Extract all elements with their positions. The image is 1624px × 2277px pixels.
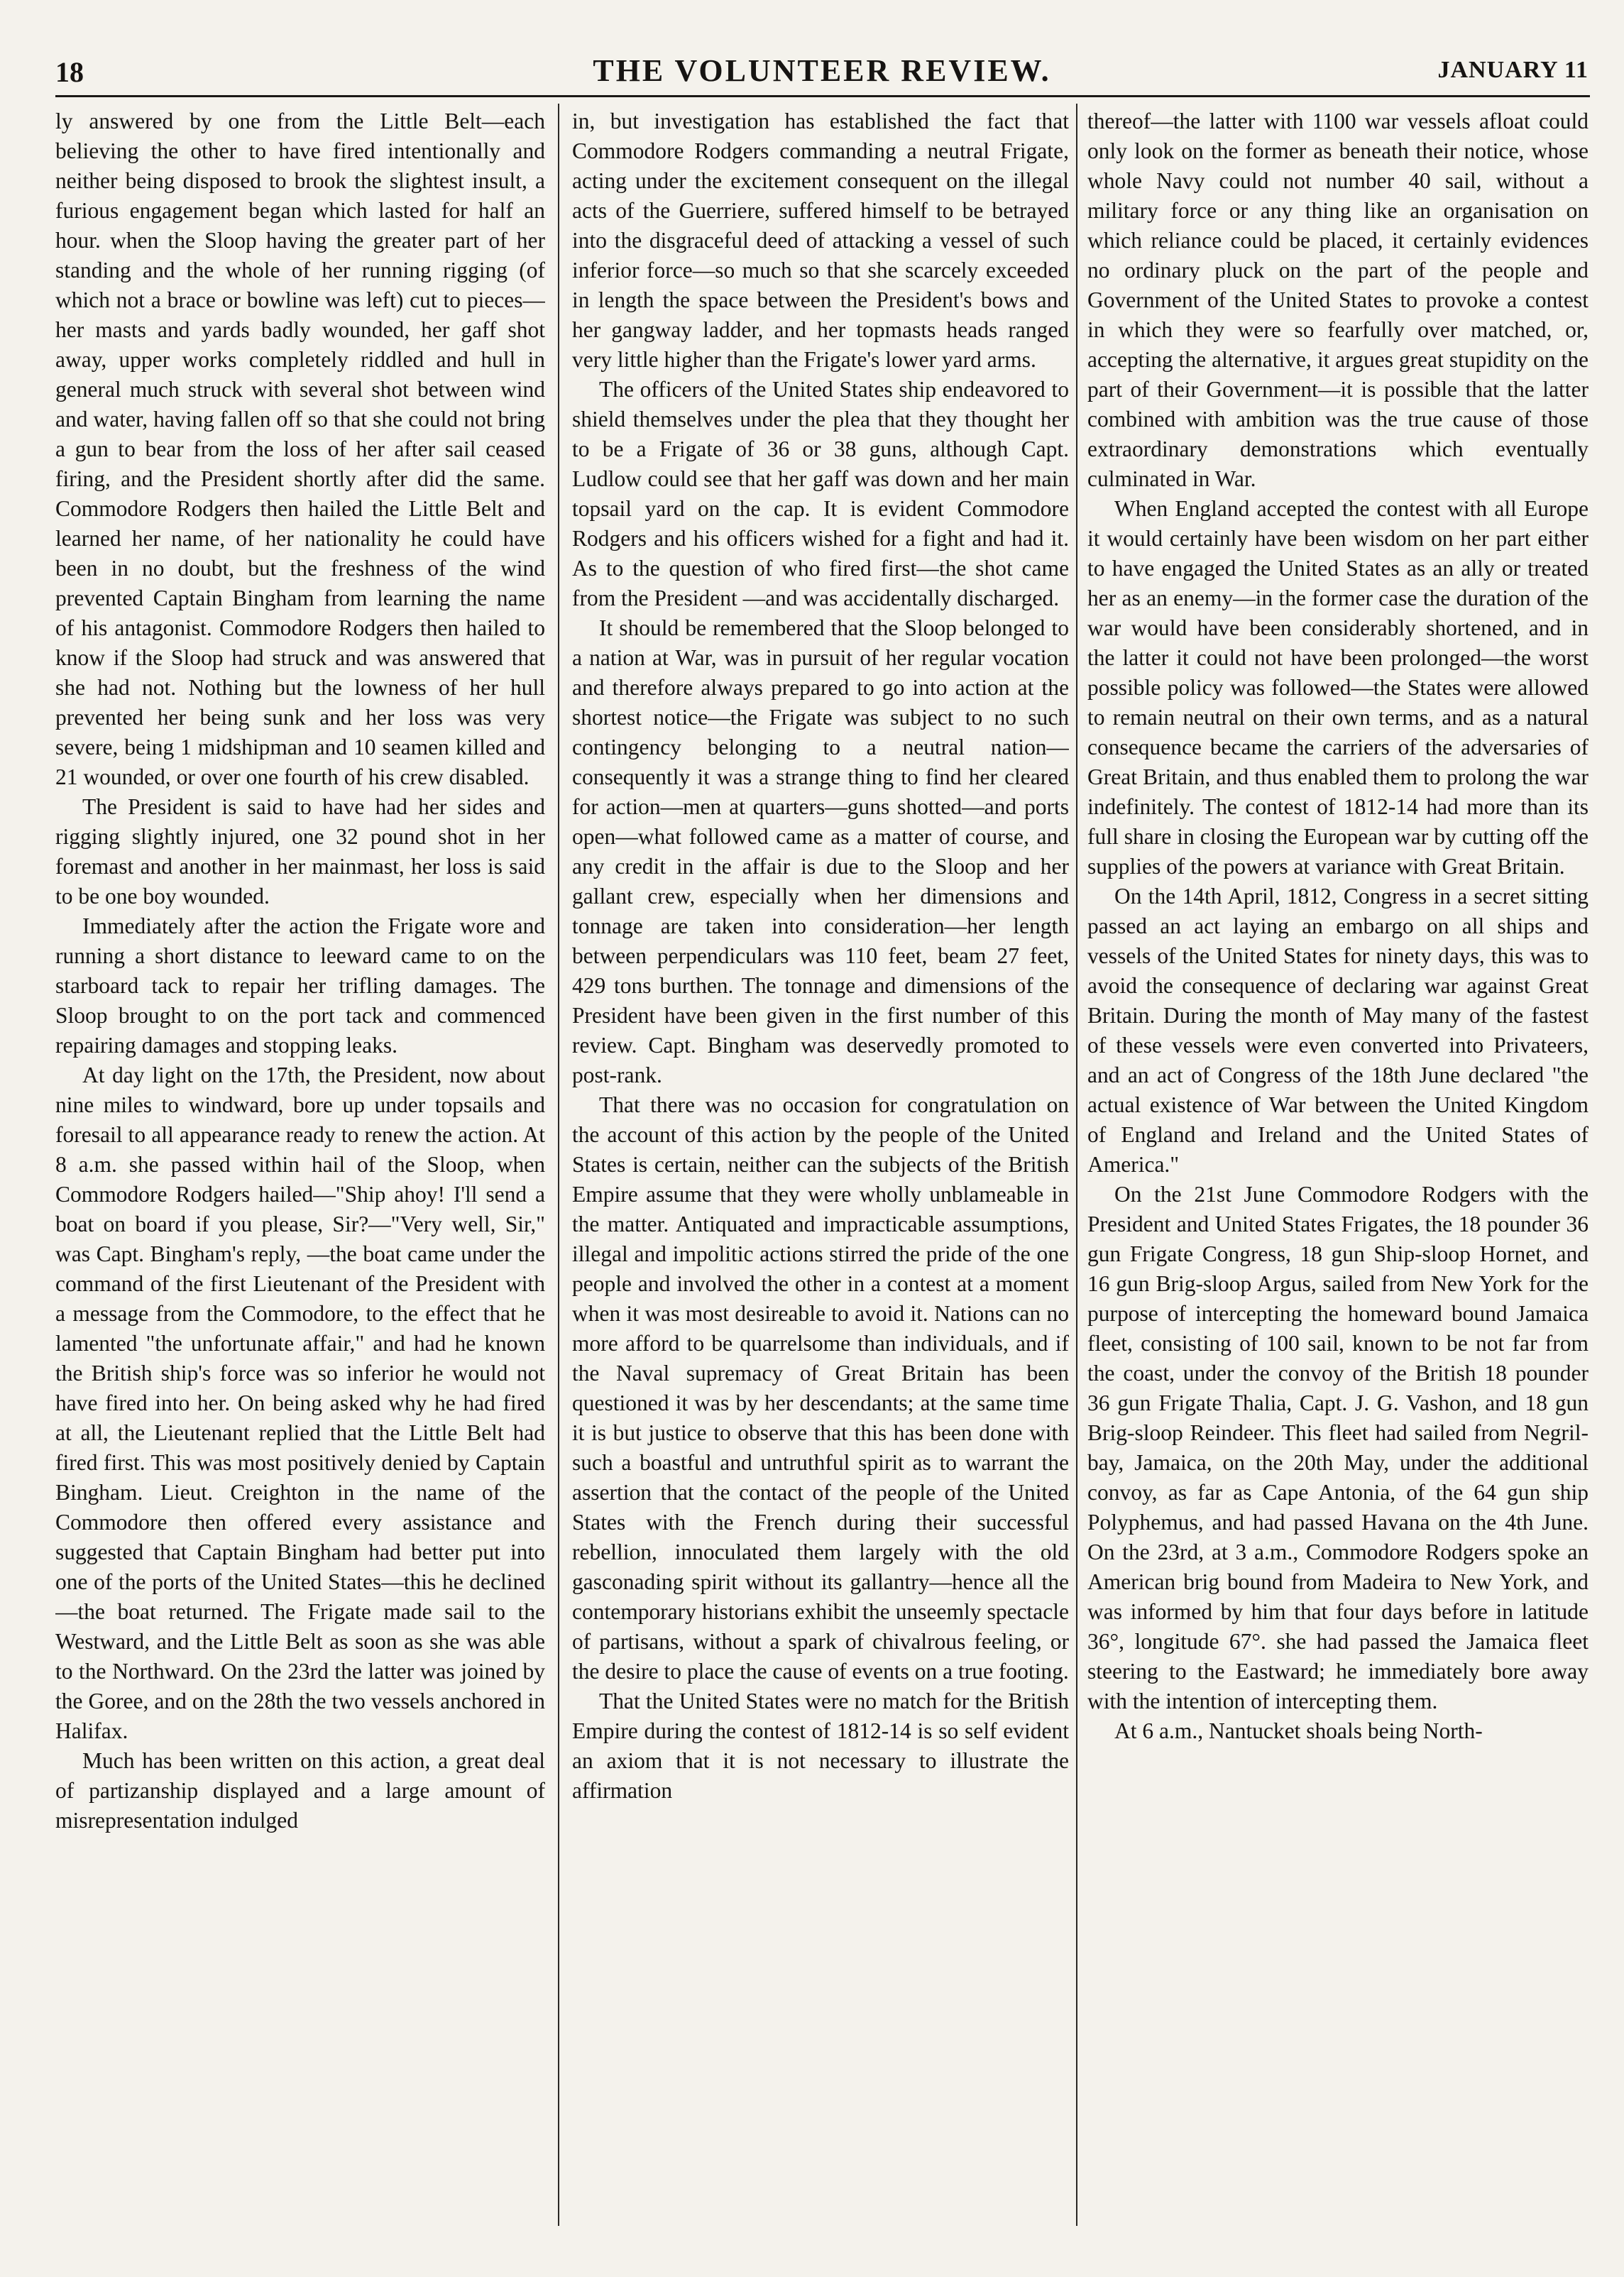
publication-title: THE VOLUNTEER REVIEW. <box>593 53 1051 88</box>
paragraph: in, but investigation has established the fact that Commodore Rodgers commanding a neutral Frigate, acting under the excitement consequent on the illegal acts of the Guerriere, suffered himself to be betrayed into the disgraceful deed of attacking a vessel of such inferior force—so much so that she scarcely exceeded in length the space between the President's bows and her gangway ladder, and her topmasts heads ranged very little higher than the Frigate's lower yard arms. <box>572 109 1069 372</box>
paragraph: thereof—the latter with 1100 war vessels afloat could only look on the former as beneath their notice, whose whole Navy could not number 40 sail, without a military force or any thing like an organisation on which reliance could be placed, it certainly evidences no ordinary pluck on the part of the people and Government of the United States to provoke a contest in which they were so fearfully over matched, or, accepting the alternative, it argues great stupidity on the part of their Government—it is possible that the latter combined with ambition was the true cause of those extraordinary demonstrations which eventually culminated in War. <box>1087 109 1589 491</box>
issue-date: JANUARY 11 <box>1437 57 1589 83</box>
paragraph: ly answered by one from the Little Belt—each believing the other to have fired intentionally and neither being disposed to brook the slightest insult, a furious engagement began which lasted for half an hour. when the Sloop having the greater part of her standing and the whole of her running rigging (of which not a brace or bowline was left) cut to pieces—her masts and yards badly wounded, her gaff shot away, upper works completely riddled and hull in general much struck with several shot between wind and water, having fallen off so that she could not bring a gun to bear from the loss of her after sail ceased firing, and the President shortly after did the same. Commodore Rodgers then hailed the Little Belt and learned her name, of her nationality he could have been in no doubt, but the freshness of the wind prevented Captain Bingham from learning the name of his antagonist. Commodore Rodgers then hailed to know if the Sloop had struck and was answered that she had not. Nothing but the lowness of her hull prevented her being sunk and her loss was very severe, being 1 midshipman and 10 seamen killed and 21 wounded, or over one fourth of his crew disabled. <box>55 109 545 789</box>
text-column-1 <box>55 106 545 2229</box>
paragraph: On the 21st June Commodore Rodgers with the President and United States Frigates, the 18 pounder 36 gun Frigate Congress, 18 gun Ship-sloop Hornet, and 16 gun Brig-sloop Argus, sailed from New York for the purpose of intercepting the homeward bound Jamaica fleet, consisting of 100 sail, known to be not far from the coast, under the convoy of the British 18 pounder 36 gun Frigate Thalia, Capt. J. G. Vashon, and 18 gun Brig-sloop Reindeer. This fleet had sailed from Negril-bay, Jamaica, on the 20th May, under the additional convoy, as far as Cape Antonia, of the 64 gun ship Polyphemus, and had passed Havana on the 4th June. On the 23rd, at 3 a.m., Commodore Rodgers spoke an American brig bound from Madeira to New York, and was informed by him that four days before in latitude 36°, longitude 67°. she had passed the Jamaica fleet steering to the Eastward; he immediately bore away with the intention of intercepting them. <box>1087 1182 1589 1713</box>
text-column-3 <box>1087 106 1589 2229</box>
column-divider <box>1076 104 1077 2226</box>
column-divider <box>558 104 559 2226</box>
paragraph: The officers of the United States ship endeavored to shield themselves under the plea that they thought her to be a Frigate of 36 or 38 guns, although Capt. Ludlow could see that her gaff was down and her main topsail yard on the cap. It is evident Commodore Rodgers and his officers wished for a fight and had it. As to the question of who fired first—the shot came from the President —and was accidentally discharged. <box>572 377 1069 610</box>
page-number: 18 <box>55 56 84 88</box>
paragraph: It should be remembered that the Sloop belonged to a nation at War, was in pursuit of her regular vocation and therefore always prepared to go into action at the shortest notice—the Frigate was subject to no such contingency belonging to a neutral nation—consequently it was a strange thing to find her cleared for action—men at quarters—guns shotted—and ports open—what followed came as a matter of course, and any credit in the affair is due to the Sloop and her gallant crew, especially when her dimensions and tonnage are taken into consideration—her length between perpendiculars was 110 feet, beam 27 feet, 429 tons burthen. The tonnage and dimensions of the President have been given in the first number of this review. Capt. Bingham was deservedly promoted to post-rank. <box>572 615 1069 1087</box>
paragraph: At day light on the 17th, the President, now about nine miles to windward, bore up under topsails and foresail to all appearance ready to renew the action. At 8 a.m. she passed within hail of the Sloop, when Commodore Rodgers hailed—"Ship ahoy! I'll send a boat on board if you please, Sir?—"Very well, Sir," was Capt. Bingham's reply, —the boat came under the command of the first Lieutenant of the President with a message from the Commodore, to the effect that he lamented "the unfortunate affair," and had he known the British ship's force was so inferior he would not have fired into her. On being asked why he had fired at all, the Lieutenant replied that the Little Belt had fired first. This was most positively denied by Captain Bingham. Lieut. Creighton in the name of the Commodore then offered every assistance and suggested that Captain Bingham had better put into one of the ports of the United States—this he declined—the boat returned. The Frigate made sail to the Westward, and the Little Belt as soon as she was able to the Northward. On the 23rd the latter was joined by the Goree, and on the 28th the two vessels anchored in Halifax. <box>55 1063 545 1743</box>
paragraph: On the 14th April, 1812, Congress in a secret sitting passed an act laying an embargo on all ships and vessels of the United States for ninety days, this was to avoid the consequence of declaring war against Great Britain. During the month of May many of the fastest of these vessels were even converted into Privateers, and an act of Congress of the 18th June declared "the actual existence of War between the United Kingdom of England and Ireland and the United States of America." <box>1087 884 1589 1177</box>
paragraph: That there was no occasion for congratulation on the account of this action by the people of the United States is certain, neither can the subjects of the British Empire assume that they were wholly unblameable in the matter. Antiquated and impracticable assumptions, illegal and impolitic actions stirred the pride of the one people and involved the other in a contest at a moment when it was most desireable to avoid it. Nations can no more afford to be quarrelsome than individuals, and if the Naval supremacy of Great Britain has been questioned it was by her descendants; at the same time it is but justice to observe that this has been done with such a boastful and untruthful spirit as to warrant the assertion that the contact of the people of the United States with the French during their successful rebellion, innoculated them largely with the old gasconading spirit without its gallantry—hence all the contemporary historians exhibit the unseemly spectacle of partisans, without a spark of chivalrous feeling, or the desire to place the cause of events on a true footing. <box>572 1092 1069 1684</box>
paragraph: That the United States were no match for the British Empire during the contest of 1812-14 is so self evident an axiom that it is not necessary to illustrate the affirmation <box>572 1689 1069 1803</box>
page-header <box>55 50 1589 97</box>
paragraph: Much has been written on this action, a great deal of partizanship displayed and a large amount of misrepresentation indulged <box>55 1748 545 1833</box>
paragraph: At 6 a.m., Nantucket shoals being North- <box>1114 1718 1483 1743</box>
paragraph: When England accepted the contest with all Europe it would certainly have been wisdom on her part either to have engaged the United States as an ally or treated her as an enemy—in the former case the duration of the war would have been considerably shortened, and in the latter it could not have been prolonged—the worst possible policy was followed—the States were allowed to remain neutral on their own terms, and as a natural consequence became the carriers of the adversaries of Great Britain, and thus enabled them to prolong the war indefinitely. The contest of 1812-14 had more than its full share in closing the European war by cutting off the supplies of the powers at variance with Great Britain. <box>1087 496 1589 879</box>
text-column-2 <box>572 106 1069 2229</box>
paragraph: The President is said to have had her sides and rigging slightly injured, one 32 pound shot in her foremast and another in her mainmast, her loss is said to be one boy wounded. <box>55 794 545 909</box>
header-rule <box>55 95 1590 97</box>
paragraph: Immediately after the action the Frigate wore and running a short distance to leeward came to on the starboard tack to repair her trifling damages. The Sloop brought to on the port tack and commenced repairing damages and stopping leaks. <box>55 913 545 1058</box>
